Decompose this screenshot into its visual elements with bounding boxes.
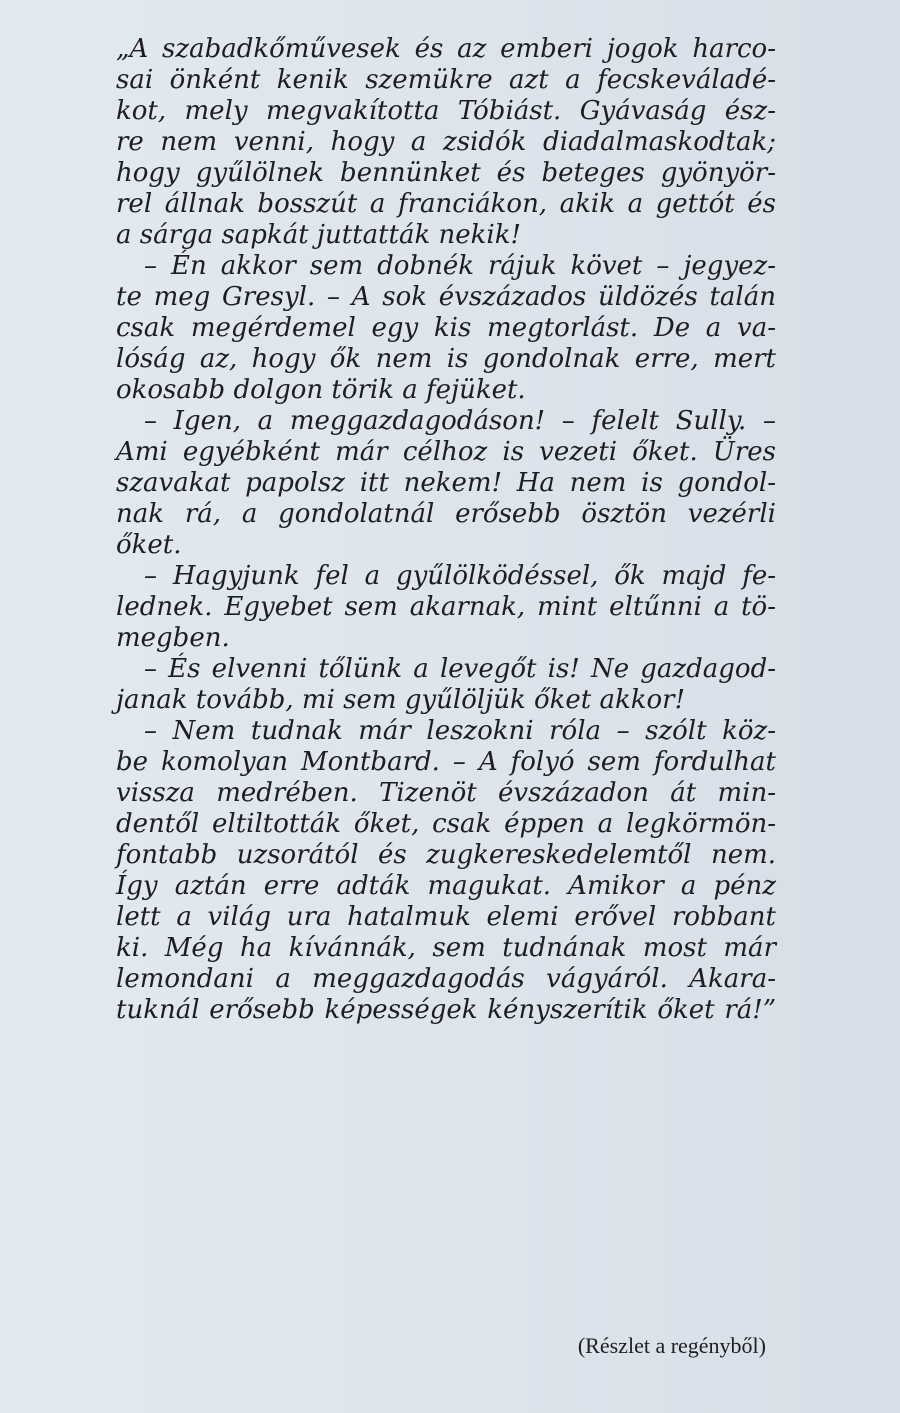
- text-line: kot, mely megvakította Tóbiást. Gyávaság ész-: [116, 96, 776, 126]
- text-line: nak rá, a gondolatnál erősebb ösztön vezérli: [116, 499, 776, 529]
- text-line: – Én akkor sem dobnék rájuk követ – jegyez-: [144, 251, 776, 281]
- text-line: janak tovább, mi sem gyűlöljük őket akkor!: [116, 685, 686, 715]
- text-line: „A szabadkőművesek és az emberi jogok harco-: [116, 34, 776, 64]
- text-line: – Hagyjunk fel a gyűlölködéssel, ők majd fe-: [144, 561, 776, 591]
- text-line: lednek. Egyebet sem akarnak, mint eltűnni a tö-: [116, 592, 776, 622]
- text-line: – És elvenni tőlünk a levegőt is! Ne gazdagod-: [144, 654, 776, 684]
- text-line: csak megérdemel egy kis megtorlást. De a va-: [116, 313, 776, 343]
- text-line: lett a világ ura hatalmuk elemi erővel robbant: [116, 902, 776, 932]
- text-line: lemondani a meggazdagodás vágyáról. Akara-: [116, 964, 776, 994]
- text-line: – Nem tudnak már leszokni róla – szólt köz-: [144, 716, 776, 746]
- text-line: – Igen, a meggazdagodáson! – felelt Sully. –: [144, 406, 776, 436]
- novel-excerpt: [116, 34, 776, 1026]
- text-line: ki. Még ha kívánnák, sem tudnának most már: [116, 933, 776, 963]
- text-line: re nem venni, hogy a zsidók diadalmaskodtak;: [116, 127, 776, 157]
- text-line: be komolyan Montbard. – A folyó sem fordulhat: [116, 747, 776, 777]
- text-line: rel állnak bosszút a franciákon, akik a gettót és: [116, 189, 776, 219]
- text-line: Ami egyébként már célhoz is vezeti őket. Üres: [116, 437, 776, 467]
- text-line: sai önként kenik szemükre azt a fecskeváladé-: [116, 65, 776, 95]
- text-line: hogy gyűlölnek bennünket és beteges gyönyör-: [116, 158, 776, 188]
- text-line: lóság az, hogy ők nem is gondolnak erre, mert: [116, 344, 776, 374]
- text-line: szavakat papolsz itt nekem! Ha nem is gondol-: [116, 468, 776, 498]
- text-line: dentől eltiltották őket, csak éppen a legkörmön-: [116, 809, 776, 839]
- text-line: fontabb uzsorától és zugkereskedelemtől nem.: [116, 840, 776, 870]
- source-note: (Részlet a regényből): [577, 1333, 766, 1358]
- text-line: megben.: [116, 623, 230, 653]
- text-line: őket.: [116, 530, 182, 560]
- text-line: okosabb dolgon törik a fejüket.: [116, 375, 526, 405]
- text-line: te meg Gresyl. – A sok évszázados üldözés talán: [116, 282, 776, 312]
- text-line: Így aztán erre adták magukat. Amikor a pénz: [116, 871, 776, 901]
- text-line: tuknál erősebb képességek kényszerítik őket rá!”: [116, 995, 776, 1025]
- text-line: vissza medrében. Tizenöt évszázadon át min-: [116, 778, 776, 808]
- text-line: a sárga sapkát juttatták nekik!: [116, 220, 521, 250]
